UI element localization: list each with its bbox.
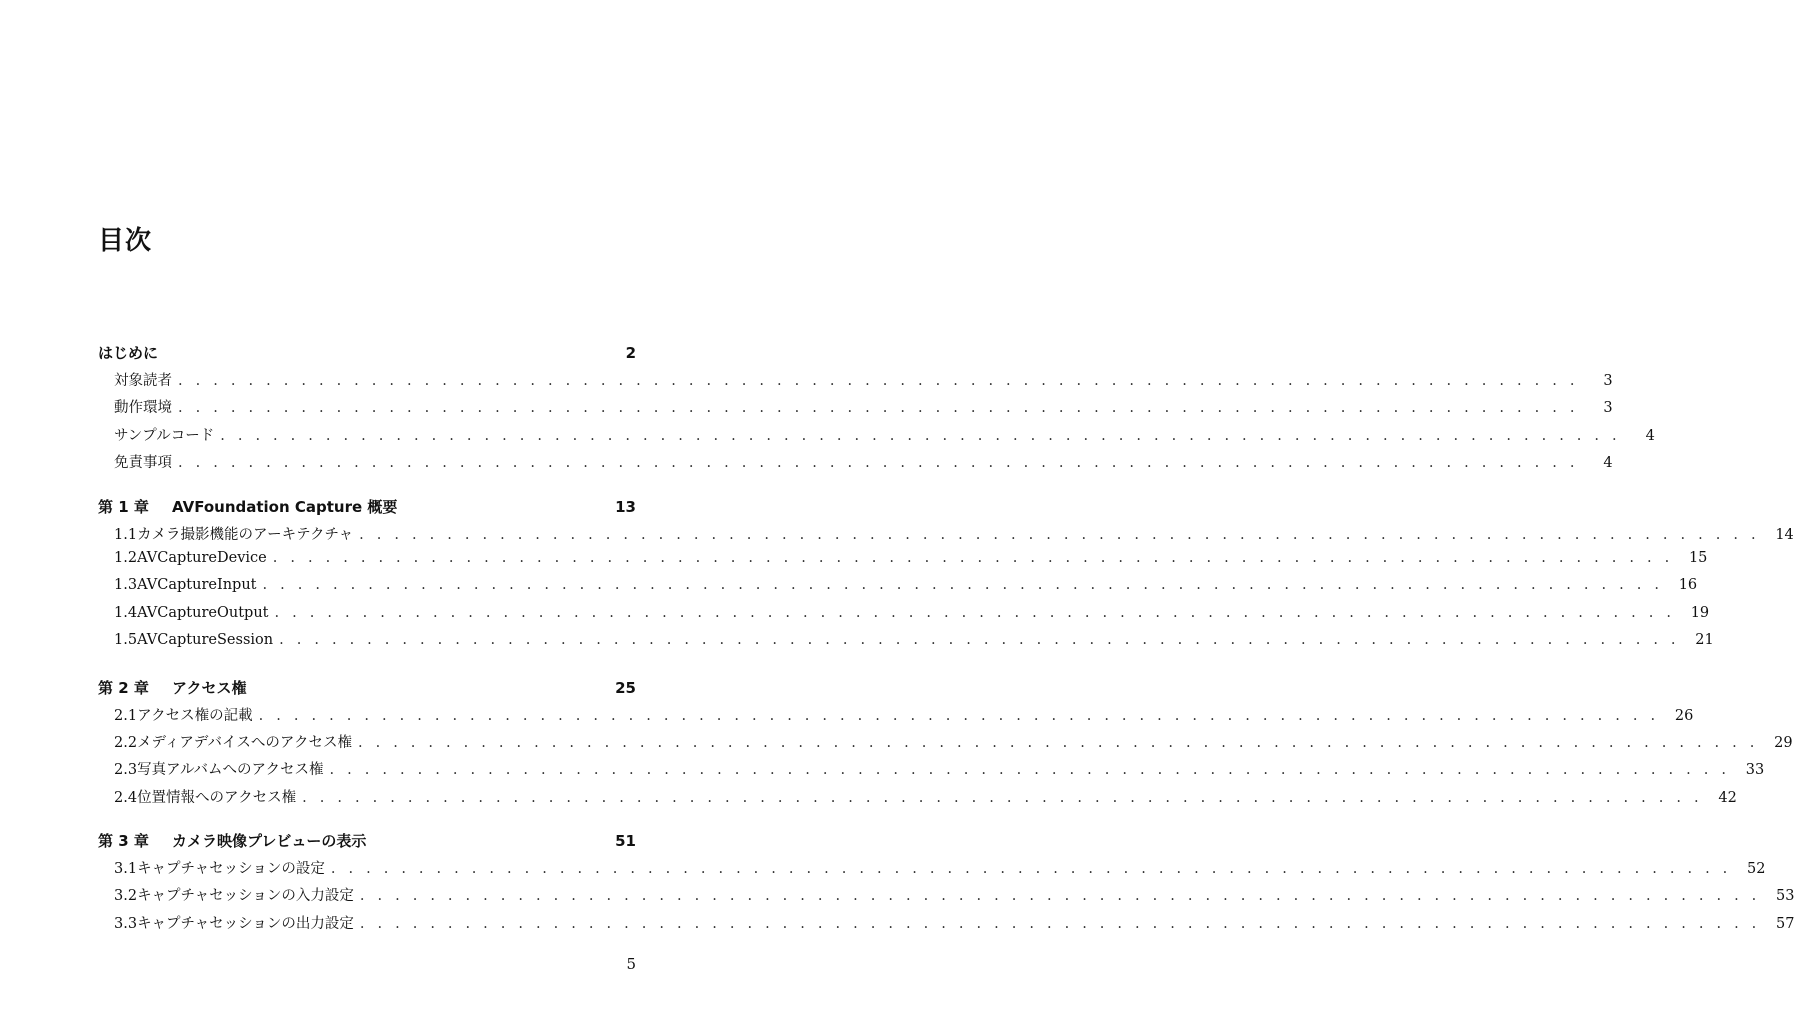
table-of-contents <box>98 342 1795 956</box>
chapter-page: 13 <box>615 497 636 516</box>
section-page: 16 <box>1678 577 1698 594</box>
toc-section-row <box>98 786 1737 813</box>
section-page: 29 <box>1774 734 1793 751</box>
section-title: AVCaptureDevice <box>137 549 267 566</box>
section-page: 3 <box>1603 400 1613 417</box>
toc-section-row <box>98 704 1694 731</box>
chapter-title: アクセス権 <box>172 678 247 697</box>
section-title: アクセス権の記載 <box>137 707 253 724</box>
toc-section-row <box>98 632 1714 659</box>
section-page: 42 <box>1718 789 1737 806</box>
section-number: 3.3 <box>114 915 138 932</box>
toc-chapter <box>98 677 1793 814</box>
dot-leader: . . . . . . . . . . . . . . . . . . . . . . . . . . . . . . . . . . . . . . . . . . . . . . . . . . . . . . . . . . . . . . . . . . . . . . . . . . . . . . . . <box>329 762 1731 779</box>
toc-chapter <box>98 342 1655 479</box>
dot-leader: . . . . . . . . . . . . . . . . . . . . . . . . . . . . . . . . . . . . . . . . . . . . . . . . . . . . . . . . . . . . . . . . . . . . . . . . . . . . . . . . <box>359 526 1760 543</box>
section-title: 動作環境 <box>114 400 172 417</box>
section-title: AVCaptureOutput <box>137 604 269 621</box>
section-number: 1.4 <box>114 604 138 621</box>
section-number: 1.3 <box>114 577 138 594</box>
toc-chapter <box>98 496 1794 660</box>
section-title: キャプチャセッションの設定 <box>137 861 325 878</box>
section-number: 2.3 <box>114 762 138 779</box>
chapter-title: AVFoundation Capture 概要 <box>172 497 398 516</box>
toc-section-row <box>98 912 1795 939</box>
section-page: 52 <box>1747 861 1766 878</box>
section-page: 14 <box>1775 526 1794 543</box>
section-title: メディアデバイスへのアクセス権 <box>137 734 352 751</box>
section-page: 3 <box>1603 373 1613 389</box>
toc-section-row <box>98 424 1655 451</box>
dot-leader: . . . . . . . . . . . . . . . . . . . . . . . . . . . . . . . . . . . . . . . . . . . . . . . . . . . . . . . . . . . . . . . . . . . . . . . . . . . . . . . . <box>279 632 1680 649</box>
dot-leader: . . . . . . . . . . . . . . . . . . . . . . . . . . . . . . . . . . . . . . . . . . . . . . . . . . . . . . . . . . . . . . . . . . . . . . . . . . . . . . . . <box>274 604 1676 621</box>
toc-section-row <box>98 523 1794 550</box>
dot-leader: . . . . . . . . . . . . . . . . . . . . . . . . . . . . . . . . . . . . . . . . . . . . . . . . . . . . . . . . . . . . . . . . . . . . . . . . . . . . . . . . <box>262 577 1664 594</box>
section-title: キャプチャセッションの出力設定 <box>137 915 354 932</box>
section-page: 4 <box>1645 427 1655 444</box>
dot-leader: . . . . . . . . . . . . . . . . . . . . . . . . . . . . . . . . . . . . . . . . . . . . . . . . . . . . . . . . . . . . . . . . . . . . . . . . . . . . . . . . <box>302 789 1703 806</box>
section-page: 15 <box>1688 549 1708 566</box>
section-title: キャプチャセッションの入力設定 <box>137 888 354 905</box>
section-page: 53 <box>1776 888 1795 905</box>
dot-leader: . . . . . . . . . . . . . . . . . . . . . . . . . . . . . . . . . . . . . . . . . . . . . . . . . . . . . . . . . . . . . . . . . . . . . . . . . . . . . . . . <box>272 549 1674 566</box>
section-page: 57 <box>1776 915 1795 932</box>
section-title: 位置情報へのアクセス権 <box>137 789 297 806</box>
dot-leader: . . . . . . . . . . . . . . . . . . . . . . . . . . . . . . . . . . . . . . . . . . . . . . . . . . . . . . . . . . . . . . . . . . . . . . . . . . . . . . . . <box>178 400 1579 417</box>
page-number: 5 <box>626 955 636 973</box>
section-number: 2.1 <box>114 707 138 724</box>
dot-leader: . . . . . . . . . . . . . . . . . . . . . . . . . . . . . . . . . . . . . . . . . . . . . . . . . . . . . . . . . . . . . . . . . . . . . . . . . . . . . . . . <box>359 888 1761 905</box>
section-title: カメラ撮影機能のアーキテクチャ <box>137 526 354 543</box>
section-title: 免責事項 <box>114 455 172 472</box>
toc-section-row <box>98 884 1795 911</box>
toc-section-row <box>98 369 1613 396</box>
chapter-page: 2 <box>625 344 636 362</box>
chapter-number: 第 3 章 <box>98 832 149 851</box>
toc-section-row <box>98 731 1793 758</box>
chapter-title: はじめに <box>98 344 159 362</box>
section-number: 1.5 <box>114 632 138 649</box>
section-page: 33 <box>1745 762 1765 779</box>
section-page: 4 <box>1603 455 1613 472</box>
section-page: 21 <box>1695 632 1714 649</box>
dot-leader: . . . . . . . . . . . . . . . . . . . . . . . . . . . . . . . . . . . . . . . . . . . . . . . . . . . . . . . . . . . . . . . . . . . . . . . . . . . . . . . . <box>178 373 1579 389</box>
toc-section-row <box>98 396 1613 423</box>
chapter-page: 25 <box>615 678 636 697</box>
toc-section-row <box>98 451 1613 478</box>
toc-section-row <box>98 758 1765 785</box>
chapter-title: カメラ映像プレビューの表示 <box>172 832 367 851</box>
dot-leader: . . . . . . . . . . . . . . . . . . . . . . . . . . . . . . . . . . . . . . . . . . . . . . . . . . . . . . . . . . . . . . . . . . . . . . . . . . . . . . . . <box>330 861 1732 878</box>
toc-section-row <box>98 549 1708 577</box>
section-number: 3.2 <box>114 888 138 905</box>
section-page: 26 <box>1674 707 1694 724</box>
chapter-page: 51 <box>615 832 636 851</box>
dot-leader: . . . . . . . . . . . . . . . . . . . . . . . . . . . . . . . . . . . . . . . . . . . . . . . . . . . . . . . . . . . . . . . . . . . . . . . . . . . . . . . . <box>220 427 1621 444</box>
toc-chapter-row <box>98 496 636 523</box>
page-title: 目次 <box>98 226 153 256</box>
dot-leader: . . . . . . . . . . . . . . . . . . . . . . . . . . . . . . . . . . . . . . . . . . . . . . . . . . . . . . . . . . . . . . . . . . . . . . . . . . . . . . . . <box>357 734 1759 751</box>
dot-leader: . . . . . . . . . . . . . . . . . . . . . . . . . . . . . . . . . . . . . . . . . . . . . . . . . . . . . . . . . . . . . . . . . . . . . . . . . . . . . . . . <box>178 455 1579 472</box>
toc-section-row <box>98 857 1766 884</box>
chapter-number: 第 2 章 <box>98 678 149 697</box>
section-number: 1.2 <box>114 549 138 566</box>
section-title: 対象読者 <box>114 373 172 389</box>
section-number: 1.1 <box>114 526 138 543</box>
section-title: AVCaptureInput <box>137 577 257 594</box>
toc-section-row <box>98 604 1710 632</box>
dot-leader: . . . . . . . . . . . . . . . . . . . . . . . . . . . . . . . . . . . . . . . . . . . . . . . . . . . . . . . . . . . . . . . . . . . . . . . . . . . . . . . . <box>258 707 1660 724</box>
section-page: 19 <box>1690 604 1710 621</box>
toc-chapter-row <box>98 830 636 857</box>
toc-chapter-row <box>98 342 636 369</box>
section-number: 3.1 <box>114 861 138 878</box>
dot-leader: . . . . . . . . . . . . . . . . . . . . . . . . . . . . . . . . . . . . . . . . . . . . . . . . . . . . . . . . . . . . . . . . . . . . . . . . . . . . . . . . <box>359 915 1761 932</box>
section-number: 2.4 <box>114 789 138 806</box>
section-title: AVCaptureSession <box>137 632 274 649</box>
toc-section-row <box>98 577 1698 604</box>
toc-chapter <box>98 830 1795 939</box>
section-title: サンプルコード <box>114 427 215 444</box>
chapter-number: 第 1 章 <box>98 497 149 516</box>
section-title: 写真アルバムへのアクセス権 <box>137 762 324 779</box>
toc-chapter-row <box>98 677 636 704</box>
section-number: 2.2 <box>114 734 138 751</box>
